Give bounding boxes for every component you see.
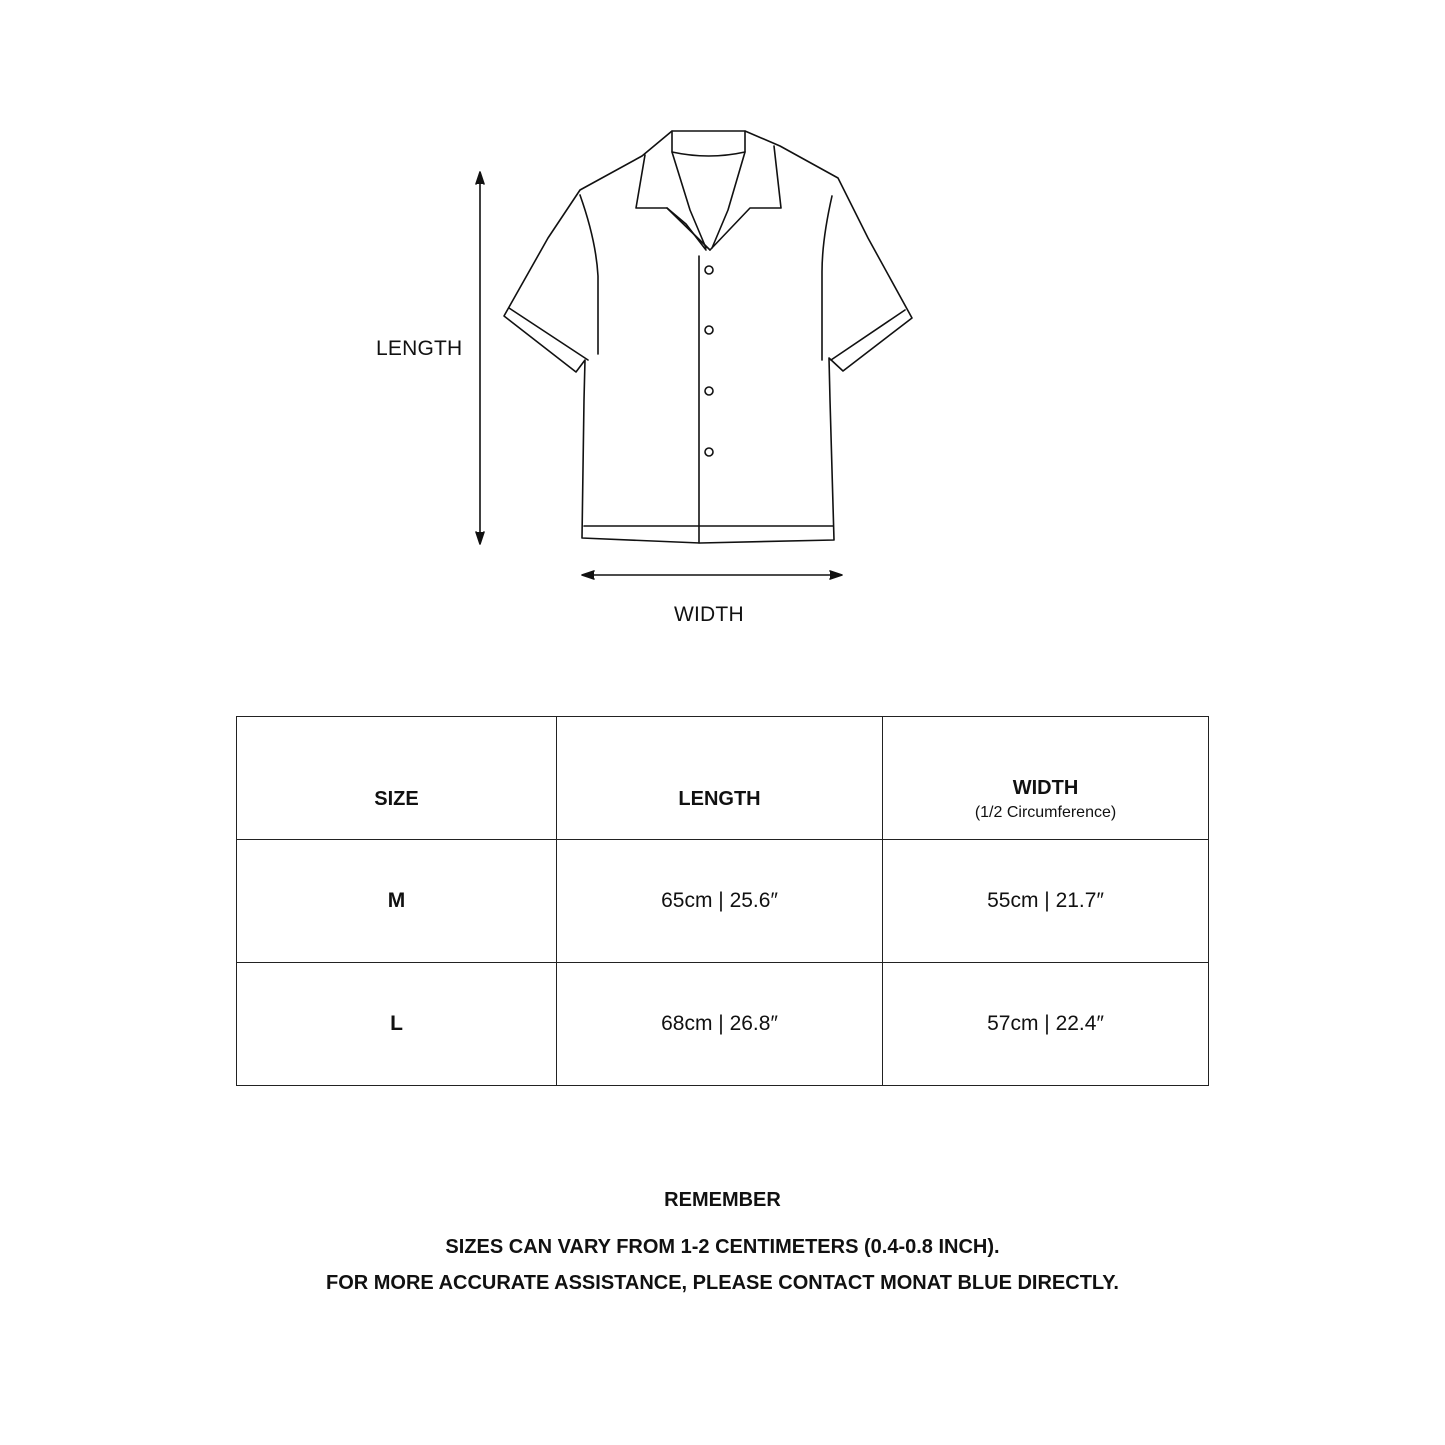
header-size: SIZE: [374, 787, 419, 810]
header-width: WIDTH: [1012, 776, 1079, 799]
header-length: LENGTH: [678, 787, 761, 810]
width-label: WIDTH: [674, 603, 744, 626]
header-width-cell: [883, 717, 1209, 840]
size-table: [236, 716, 1209, 1086]
shirt-diagram: [0, 0, 1445, 680]
size-cell: L: [237, 963, 557, 1086]
note-line-2: FOR MORE ACCURATE ASSISTANCE, PLEASE CONTACT MONAT BLUE DIRECTLY.: [326, 1272, 1119, 1294]
length-label: LENGTH: [376, 337, 463, 360]
width-cell: 57cm | 22.4″: [883, 963, 1209, 1086]
shirt-illustration: [0, 0, 1445, 680]
header-length-cell: [557, 717, 883, 840]
remember-heading: REMEMBER: [664, 1189, 781, 1211]
table-header-row: [237, 717, 1209, 840]
table-row: [237, 840, 1209, 963]
length-cell: 68cm | 26.8″: [557, 963, 883, 1086]
size-cell: M: [237, 840, 557, 963]
width-cell: 55cm | 21.7″: [883, 840, 1209, 963]
table-row: [237, 963, 1209, 1086]
header-size-cell: [237, 717, 557, 840]
note-line-1: SIZES CAN VARY FROM 1-2 CENTIMETERS (0.4-0.8 INCH).: [445, 1236, 1000, 1258]
length-cell: 65cm | 25.6″: [557, 840, 883, 963]
header-width-note: (1/2 Circumference): [974, 803, 1117, 821]
